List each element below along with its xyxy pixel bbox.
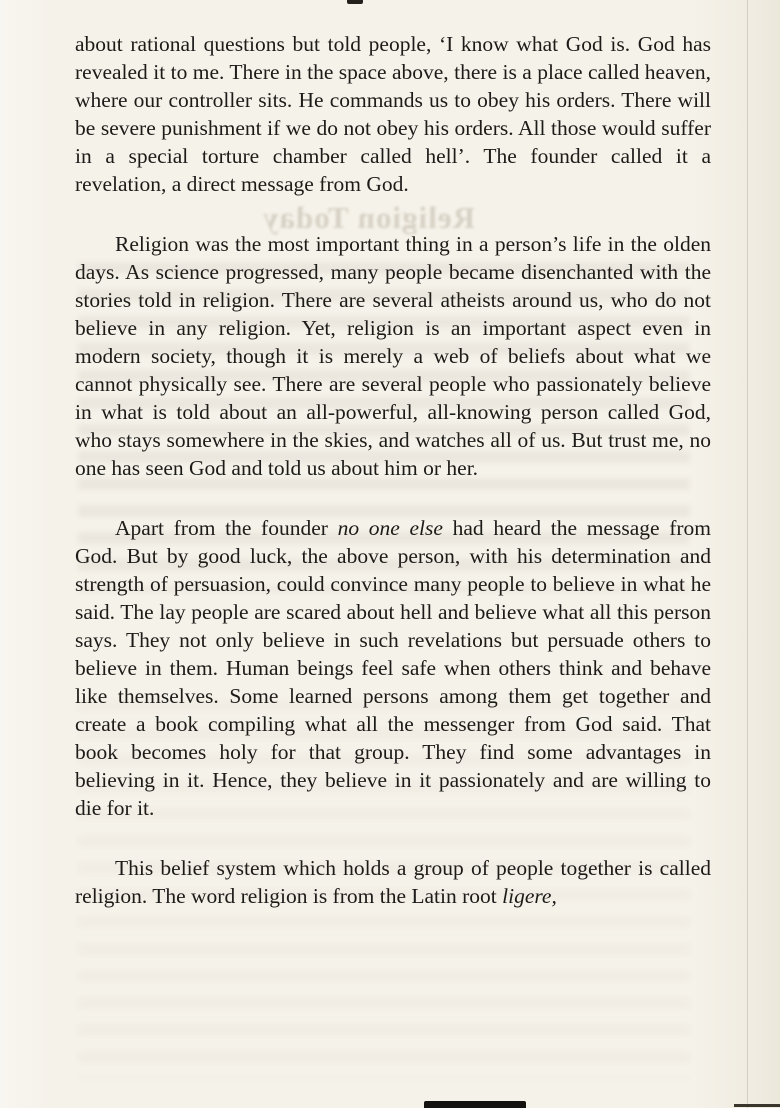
- paragraph-4: [75, 854, 711, 910]
- paragraph-4-text-before: This belief system which holds a group of people together is called religion. The word religion is from the Latin root: [75, 856, 711, 908]
- paragraph-3-italic-phrase: no one else: [337, 516, 443, 540]
- paragraph-3-text-after: had heard the message from God. But by good luck, the above person, with his determination and strength of persuasion, could convince many people to believe in what he said. The lay people are scared about hell and believe what all this person says. They not only believe in such revelations but persuade others to believe in them. Human beings feel safe when others think and behave like themselves. Some learned persons among them get together and create a book compiling what all the messenger from God said. That book becomes holy for that group. They find some advantages in believing in it. Hence, they believe in it passionately and are willing to die for it.: [75, 516, 711, 820]
- paragraph-2: [75, 230, 711, 482]
- paragraph-3-text-before: Apart from the founder: [115, 516, 338, 540]
- paragraph-1: [75, 30, 711, 198]
- paragraph-2-text: Religion was the most important thing in a person’s life in the olden days. As science progressed, many people became disenchanted with the stories told in religion. There are several atheists around us, who do not believe in any religion. Yet, religion is an important aspect even in modern society, though it is merely a web of beliefs about what we cannot physically see. There are several people who passionately believe in what is told about an all-powerful, all-knowing person called God, who stays somewhere in the skies, and watches all of us. But trust me, no one has seen God and told us about him or her.: [75, 232, 711, 480]
- scan-artifact-bottom-bar: [424, 1101, 526, 1108]
- scan-artifact-top-tick: [347, 0, 363, 4]
- page-text: [75, 30, 711, 942]
- paragraph-1-text: about rational questions but told people, ‘I know what God is. God has revealed it to me. There in the space above, there is a place called heaven, where our controller sits. He commands us to obey his orders. There will be severe punishment if we do not obey his orders. All those would suffer in a special torture chamber called hell’. The founder called it a revelation, a direct message from God.: [75, 32, 711, 196]
- paragraph-3: [75, 514, 711, 822]
- paragraph-4-italic-word: ligere,: [502, 884, 557, 908]
- bleedthrough-heading: Religion Today: [262, 200, 475, 235]
- scan-artifact-bottom-right: [734, 1104, 780, 1107]
- scan-artifact-right-edge: [747, 0, 748, 1108]
